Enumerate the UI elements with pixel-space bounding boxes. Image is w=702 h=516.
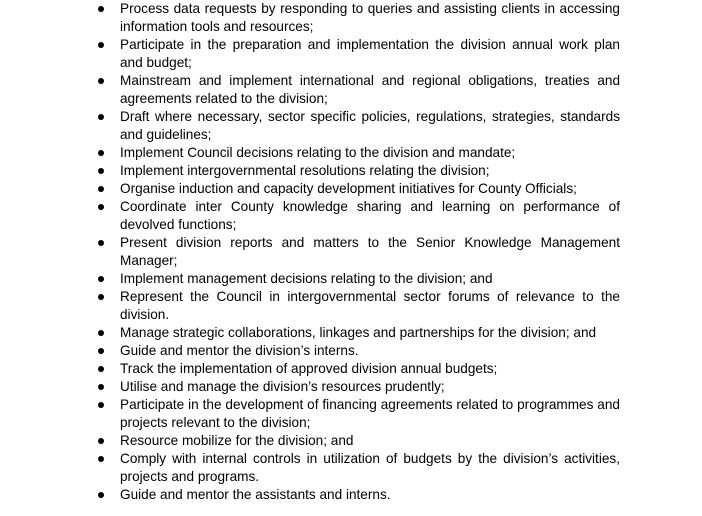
bullet-icon	[98, 492, 104, 498]
list-item	[96, 288, 620, 324]
list-item	[96, 234, 620, 270]
list-item	[96, 36, 620, 72]
bullet-icon	[98, 438, 104, 444]
bullet-icon	[98, 6, 104, 12]
bullet-icon	[98, 168, 104, 174]
list-item-text: Resource mobilize for the division; and	[120, 433, 354, 448]
bullet-icon	[98, 456, 104, 462]
list-item-text: Represent the Council in intergovernmental sector forums of relevance to the division.	[120, 289, 620, 322]
list-item-text: Mainstream and implement international and regional obligations, treaties and agreements related to the division;	[120, 73, 620, 106]
bullet-icon	[98, 366, 104, 372]
list-item	[96, 180, 620, 198]
list-item-text: Participate in the development of financing agreements related to programmes and projects relevant to the division;	[120, 397, 620, 430]
list-item	[96, 144, 620, 162]
list-item-text: Implement intergovernmental resolutions relating the division;	[120, 163, 490, 178]
list-item-text: Participate in the preparation and implementation the division annual work plan and budget;	[120, 37, 620, 70]
list-item	[96, 324, 620, 342]
list-item-text: Organise induction and capacity development initiatives for County Officials;	[120, 181, 577, 196]
list-item	[96, 108, 620, 144]
list-item-text: Draft where necessary, sector specific policies, regulations, strategies, standards and guidelines;	[120, 109, 620, 142]
list-item-text: Implement management decisions relating to the division; and	[120, 271, 493, 286]
list-item-text: Guide and mentor the division’s interns.	[120, 343, 359, 358]
list-item	[96, 360, 620, 378]
list-item	[96, 378, 620, 396]
list-item	[96, 72, 620, 108]
list-item	[96, 486, 620, 504]
list-item	[96, 342, 620, 360]
list-item	[96, 270, 620, 288]
list-item-text: Process data requests by responding to queries and assisting clients in accessing information tools and resources;	[120, 1, 620, 34]
list-item	[96, 396, 620, 432]
list-item-text: Guide and mentor the assistants and interns.	[120, 487, 391, 502]
list-item	[96, 432, 620, 450]
list-item-text: Manage strategic collaborations, linkages and partnerships for the division; and	[120, 325, 597, 340]
bullet-icon	[98, 240, 104, 246]
bullet-icon	[98, 114, 104, 120]
list-item-text: Implement Council decisions relating to the division and mandate;	[120, 145, 516, 160]
bullet-icon	[98, 294, 104, 300]
list-item-text: Utilise and manage the division’s resources prudently;	[120, 379, 445, 394]
bullet-icon	[98, 348, 104, 354]
bullet-icon	[98, 78, 104, 84]
list-item-text: Comply with internal controls in utilization of budgets by the division’s activities, projects and programs.	[120, 451, 620, 484]
bullet-icon	[98, 150, 104, 156]
list-item	[96, 450, 620, 486]
bullet-icon	[98, 186, 104, 192]
bullet-icon	[98, 42, 104, 48]
duties-bullet-list	[96, 0, 620, 504]
list-item-text: Track the implementation of approved division annual budgets;	[120, 361, 498, 376]
bullet-icon	[98, 276, 104, 282]
bullet-icon	[98, 384, 104, 390]
list-item	[96, 162, 620, 180]
list-item-text: Coordinate inter County knowledge sharing and learning on performance of devolved functions;	[120, 199, 620, 232]
bullet-icon	[98, 330, 104, 336]
bullet-icon	[98, 204, 104, 210]
bullet-icon	[98, 402, 104, 408]
list-item-text: Present division reports and matters to the Senior Knowledge Management Manager;	[120, 235, 620, 268]
list-item	[96, 198, 620, 234]
list-item	[96, 0, 620, 36]
